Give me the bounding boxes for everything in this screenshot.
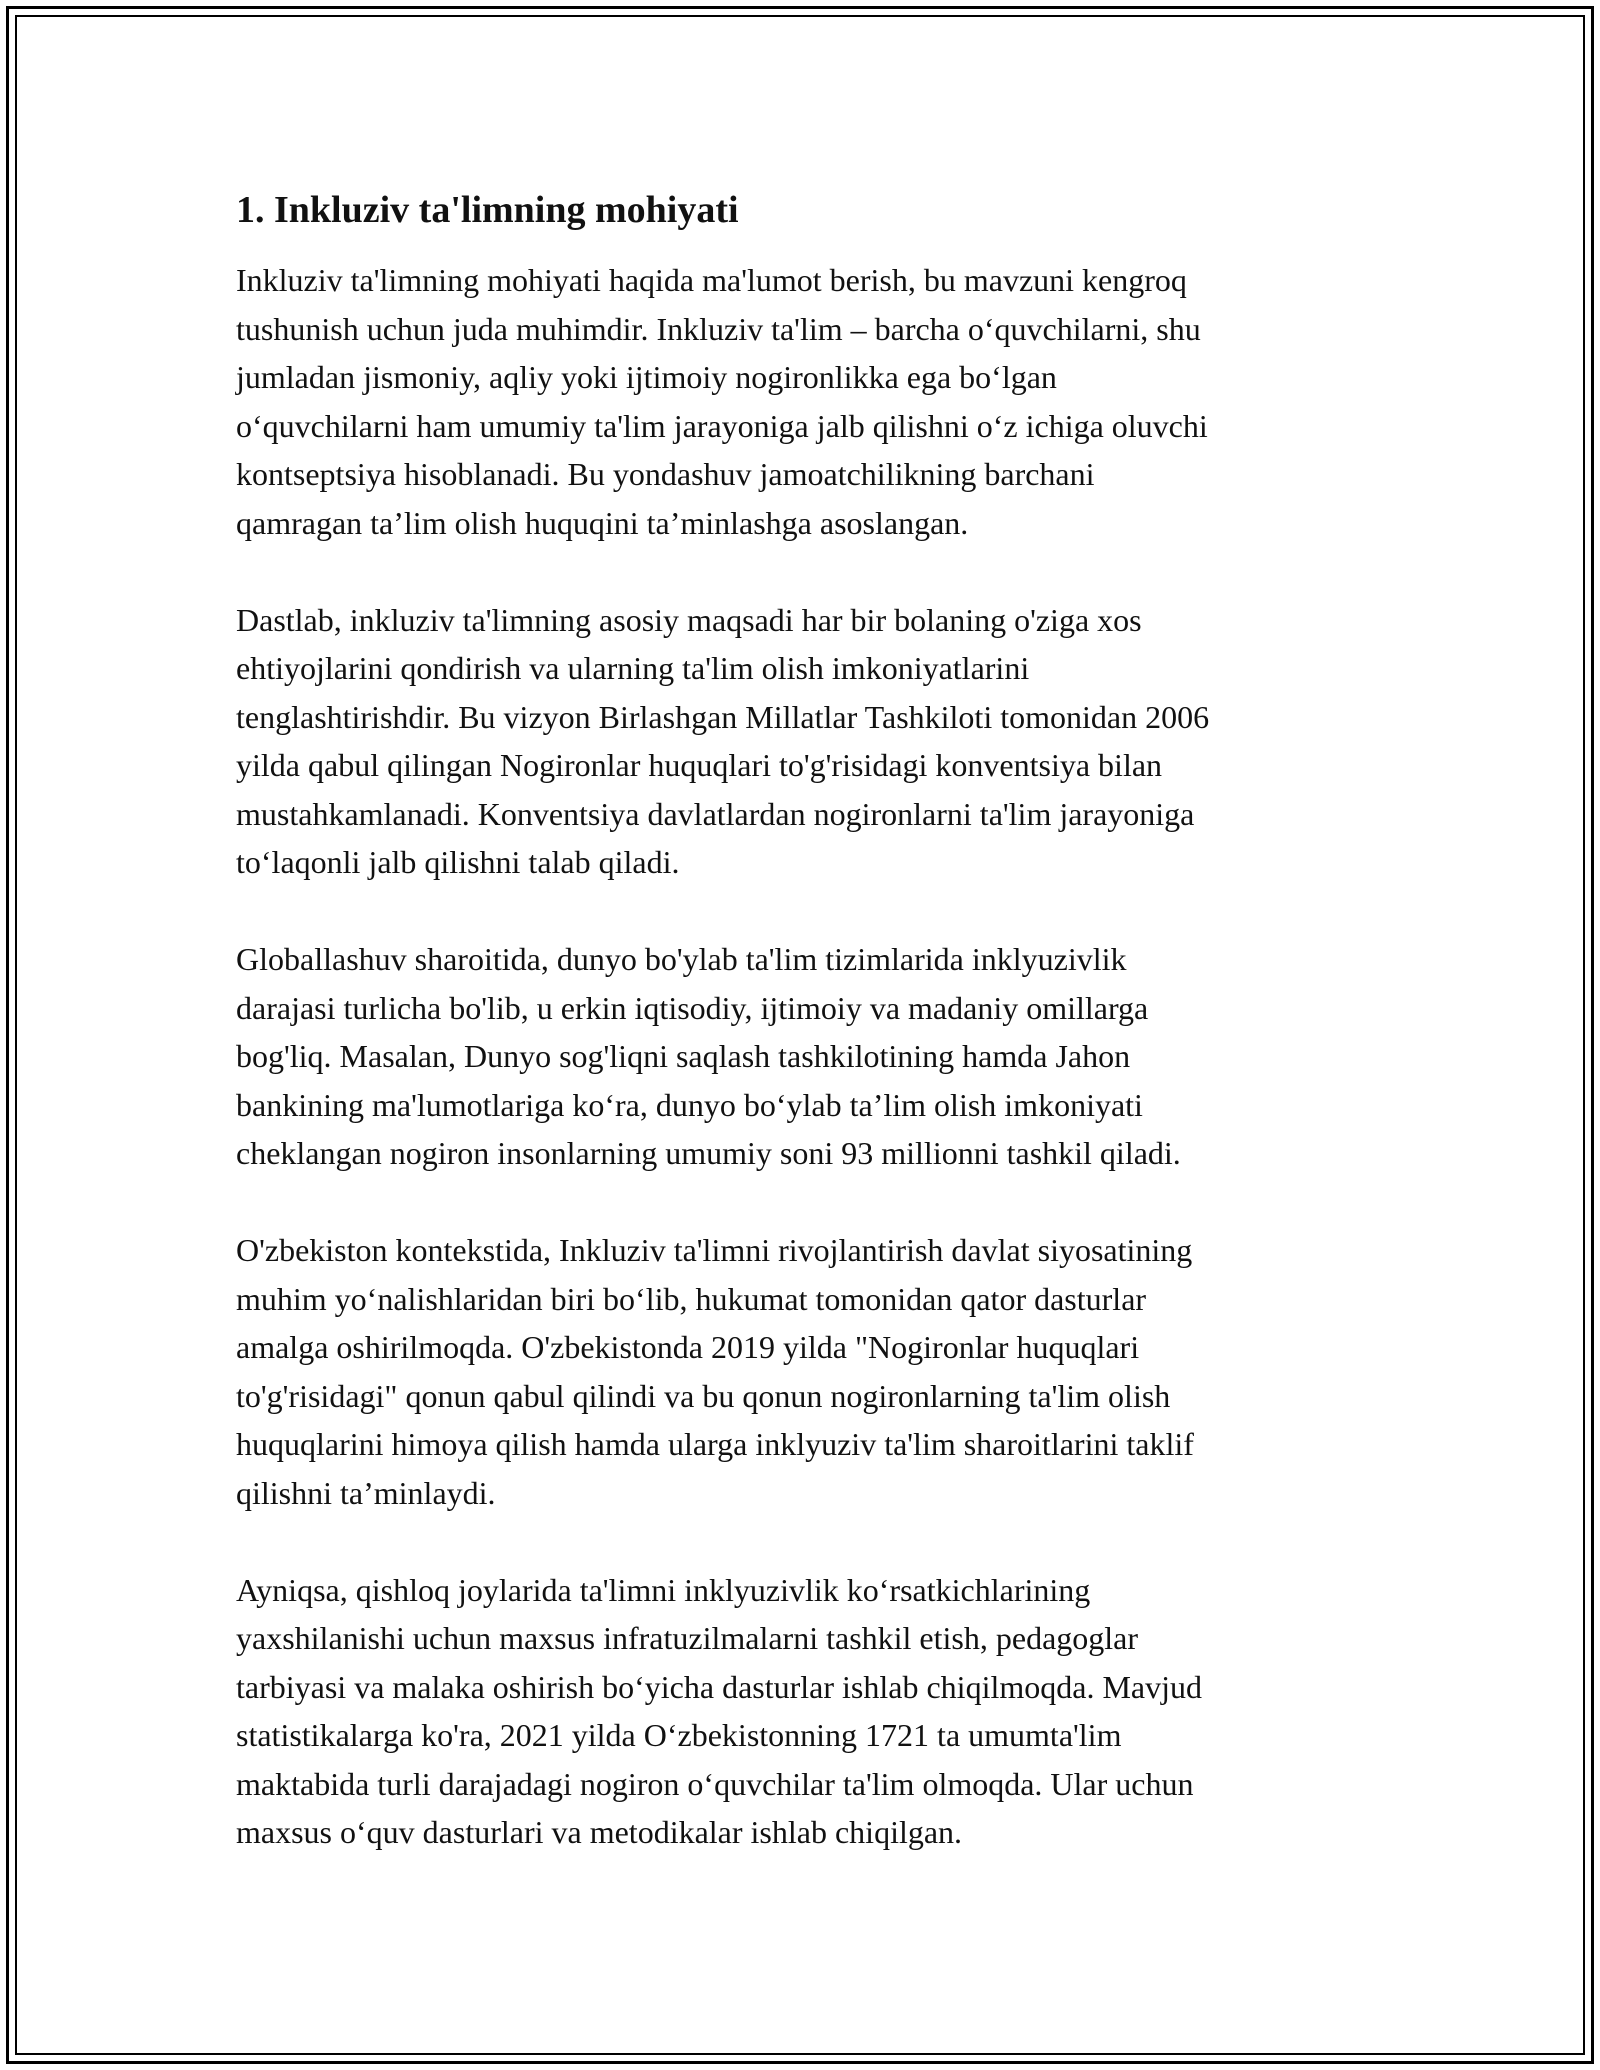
paragraph-3 xyxy=(236,935,1366,1178)
text-line: bankining ma'lumotlariga ko‘ra, dunyo bo‘ylab ta’lim olish imkoniyati xyxy=(236,1086,1143,1123)
paragraph-4 xyxy=(236,1226,1366,1517)
section-heading: 1. Inkluziv ta'limning mohiyati xyxy=(236,189,739,231)
paragraph-2 xyxy=(236,596,1366,887)
text-line: darajasi turlicha bo'lib, u erkin iqtisodiy, ijtimoiy va madaniy omillarga xyxy=(236,989,1149,1026)
text-line: tarbiyasi va malaka oshirish bo‘yicha dasturlar ishlab chiqilmoqda. Mavjud xyxy=(236,1668,1202,1705)
text-line: qilishni ta’minlaydi. xyxy=(236,1474,496,1511)
text-line: statistikalarga ko'ra, 2021 yilda O‘zbekistonning 1721 ta umumta'lim xyxy=(236,1717,1122,1753)
paragraph-5 xyxy=(236,1566,1366,1857)
text-line: Ayniqsa, qishloq joylarida ta'limni inklyuzivlik ko‘rsatkichlarining xyxy=(236,1571,1091,1608)
text-line: yilda qabul qilingan Nogironlar huquqlari to'g'risidagi konventsiya bilan xyxy=(236,747,1163,783)
text-line: mustahkamlanadi. Konventsiya davlatlardan nogironlarni ta'lim jarayoniga xyxy=(236,795,1195,832)
text-line: jumladan jismoniy, aqliy yoki ijtimoiy nogironlikka ega bo‘lgan xyxy=(236,359,1057,395)
text-line: to‘laqonli jalb qilishni talab qiladi. xyxy=(236,844,680,880)
text-line: qamragan ta’lim olish huquqini ta’minlashga asoslangan. xyxy=(236,504,969,541)
text-line: O'zbekiston kontekstida, Inkluziv ta'limni rivojlantirish davlat siyosatining xyxy=(236,1232,1193,1268)
text-line: maktabida turli darajadagi nogiron o‘quvchilar ta'lim olmoqda. Ular uchun xyxy=(236,1765,1194,1802)
text-line: maxsus o‘quv dasturlari va metodikalar ishlab chiqilgan. xyxy=(236,1814,963,1850)
text-line: amalga oshirilmoqda. O'zbekistonda 2019 yilda "Nogironlar huquqlari xyxy=(236,1329,1140,1365)
text-line: muhim yo‘nalishlaridan biri bo‘lib, hukumat tomonidan qator dasturlar xyxy=(236,1280,1147,1317)
text-line: tenglashtirishdir. Bu vizyon Birlashgan Millatlar Tashkiloti tomonidan 2006 xyxy=(236,698,1210,735)
text-line: to'g'risidagi" qonun qabul qilindi va bu qonun nogironlarning ta'lim olish xyxy=(236,1377,1171,1414)
document-body xyxy=(236,186,1366,1905)
text-line: ehtiyojlarini qondirish va ularning ta'lim olish imkoniyatlarini xyxy=(236,650,1030,686)
text-line: tushunish uchun juda muhimdir. Inkluziv ta'lim – barcha o‘quvchilarni, shu xyxy=(236,310,1201,347)
text-line: huquqlarini himoya qilish hamda ularga inklyuziv ta'lim sharoitlarini taklif xyxy=(236,1426,1194,1462)
text-line: yaxshilanishi uchun maxsus infratuzilmalarni tashkil etish, pedagoglar xyxy=(236,1620,1139,1656)
text-line: o‘quvchilarni ham umumiy ta'lim jarayoniga jalb qilishni o‘z ichiga oluvchi xyxy=(236,407,1208,444)
text-line: Dastlab, inkluziv ta'limning asosiy maqsadi har bir bolaning o'ziga xos xyxy=(236,601,1142,638)
text-line: cheklangan nogiron insonlarning umumiy soni 93 millionni tashkil qiladi. xyxy=(236,1135,1181,1171)
paragraph-1 xyxy=(236,256,1366,547)
text-line: kontseptsiya hisoblanadi. Bu yondashuv jamoatchilikning barchani xyxy=(236,456,1095,492)
text-line: Inkluziv ta'limning mohiyati haqida ma'lumot berish, bu mavzuni kengroq xyxy=(236,262,1187,298)
text-line: Globallashuv sharoitida, dunyo bo'ylab ta'lim tizimlarida inklyuzivlik xyxy=(236,941,1127,977)
text-line: bog'liq. Masalan, Dunyo sog'liqni saqlash tashkilotining hamda Jahon xyxy=(236,1038,1131,1074)
